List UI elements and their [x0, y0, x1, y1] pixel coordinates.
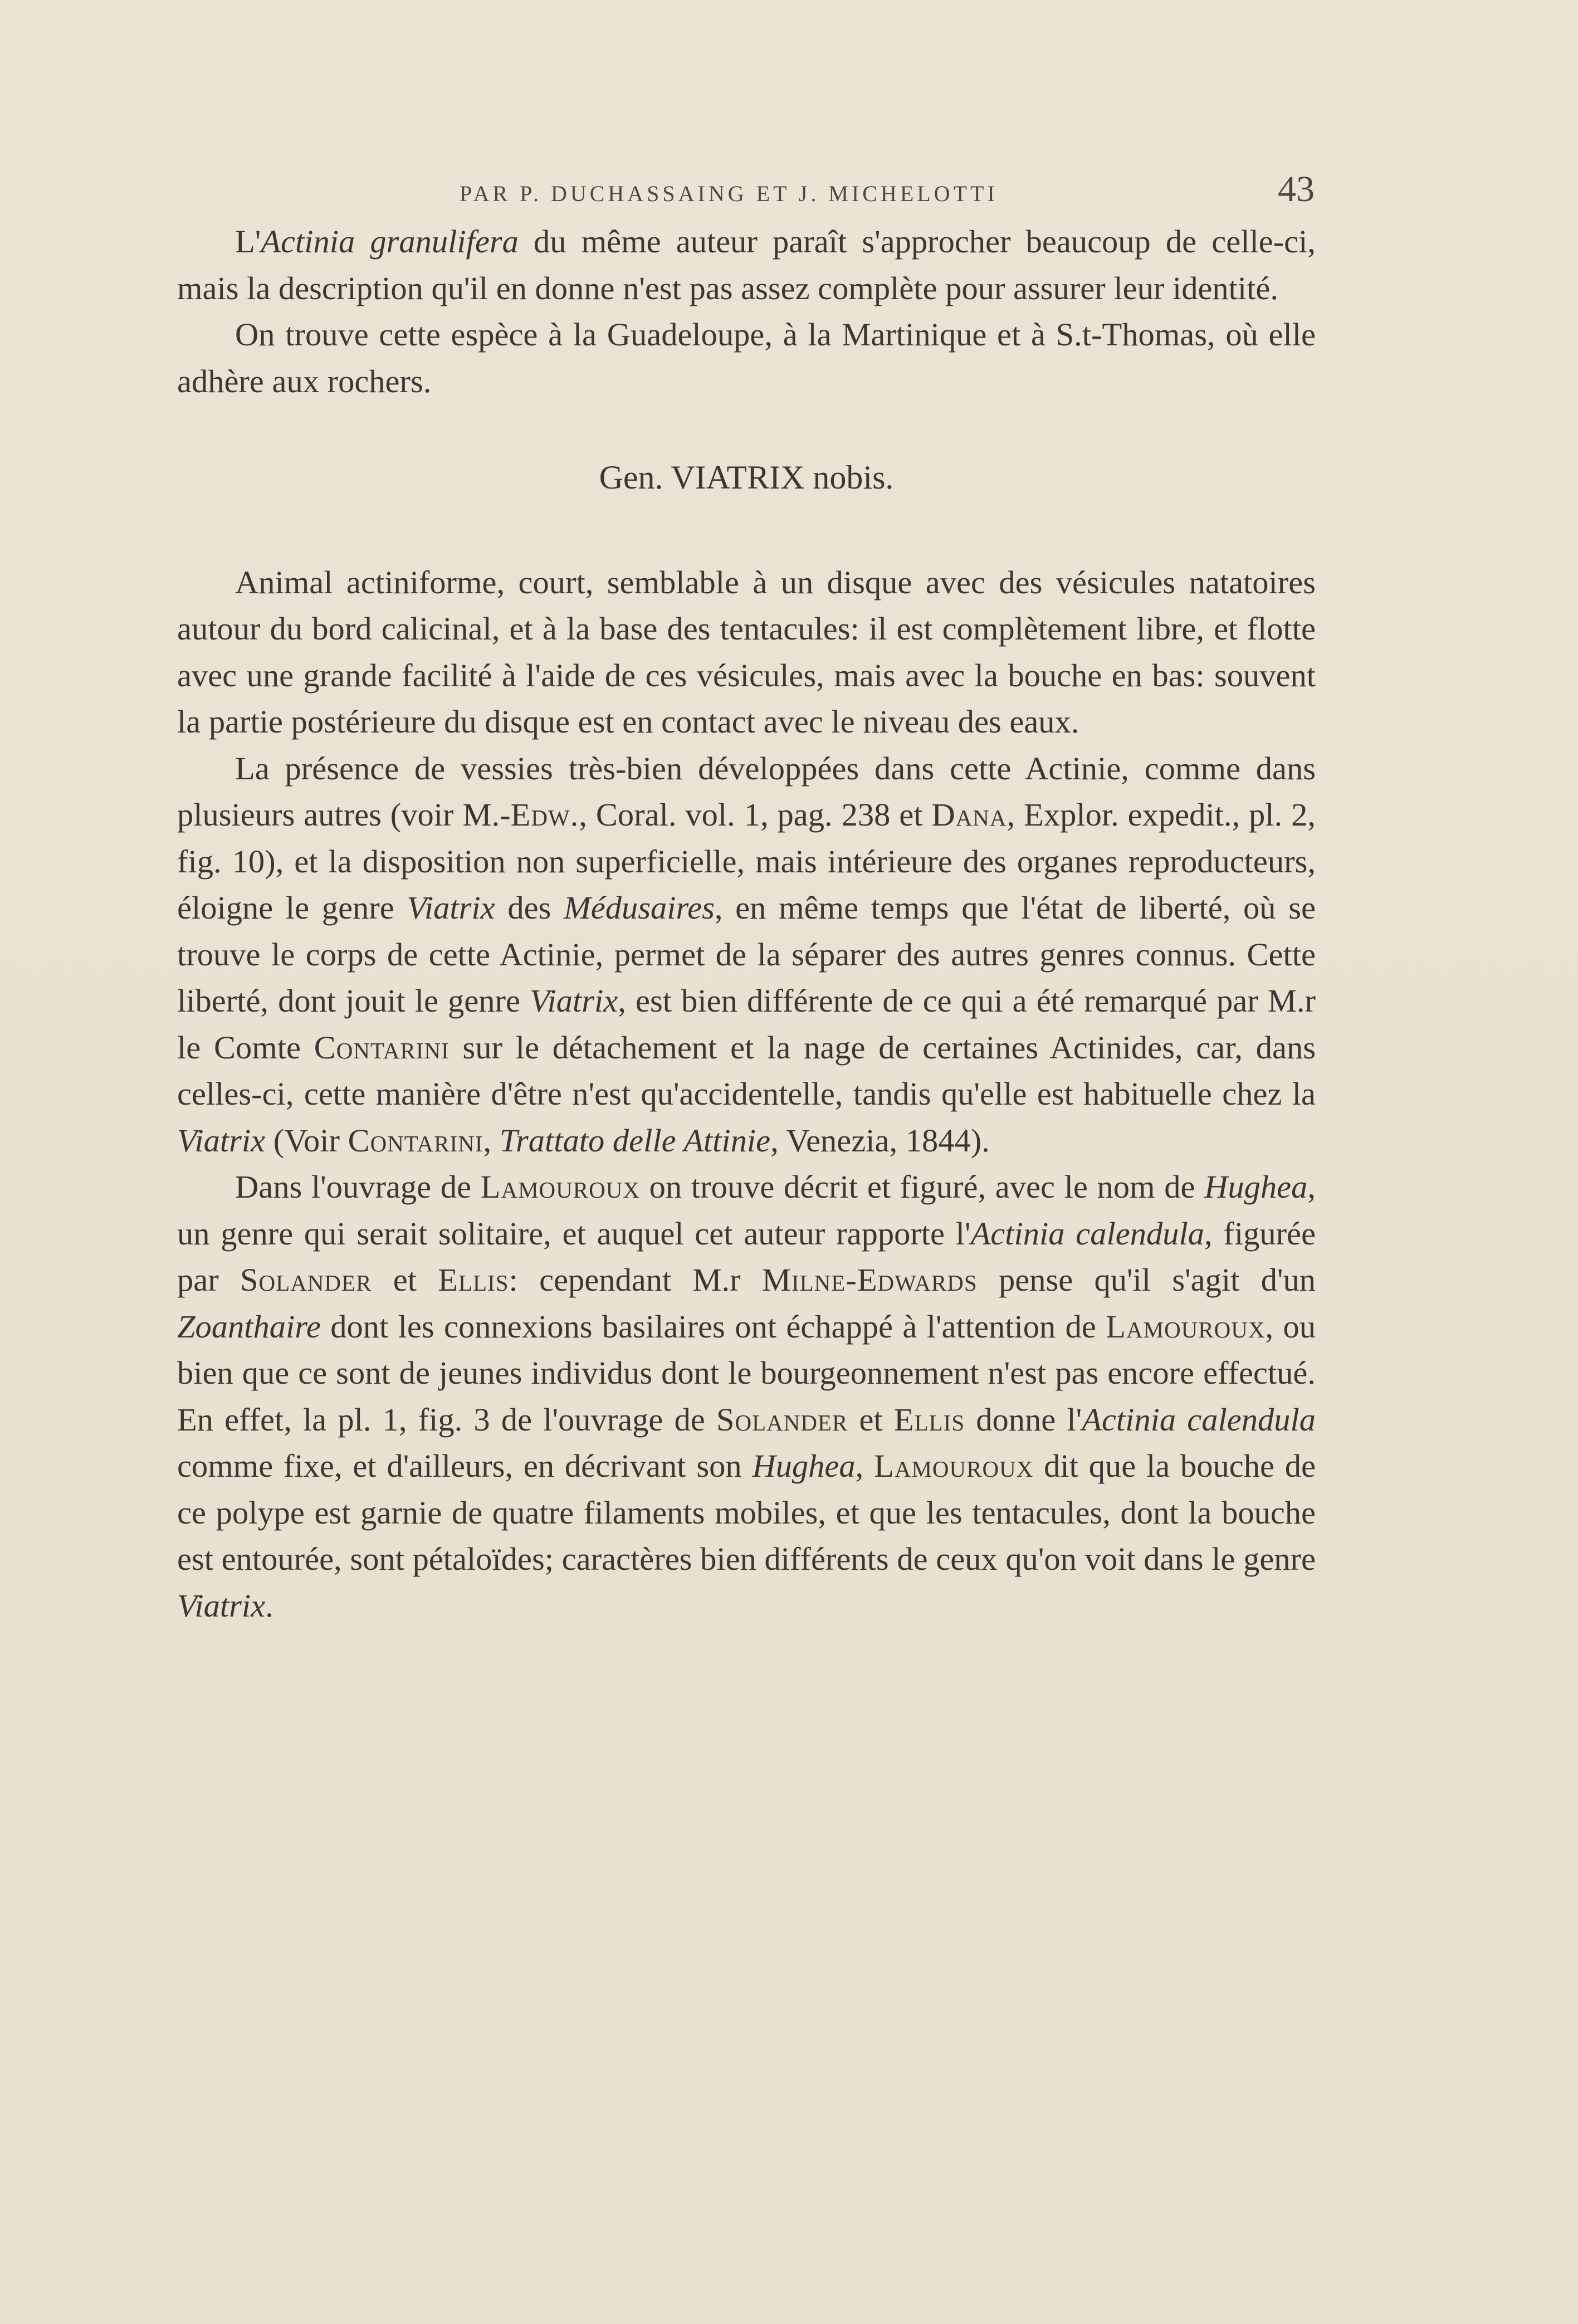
author-name: Ellis: [438, 1262, 509, 1298]
text-run: pense qu'il s'agit d'un: [977, 1262, 1316, 1298]
species-name: Actinia calendula: [1082, 1401, 1316, 1438]
text-run: on trouve décrit et figuré, avec le nom de: [639, 1169, 1205, 1205]
text-run: dont les connexions basilaires ont échappé à l'attention de: [320, 1308, 1106, 1345]
text-run: donne l': [965, 1401, 1082, 1438]
author-name: Ellis: [893, 1401, 965, 1438]
author-name: Solander: [716, 1401, 848, 1438]
genus-name: Hughea: [1204, 1169, 1308, 1205]
text-run: Dans l'ouvrage de: [235, 1169, 481, 1205]
genus-name: Viatrix: [177, 1122, 266, 1159]
text-run: .: [265, 1587, 273, 1624]
genus-name: Viatrix: [177, 1587, 266, 1624]
genus-name: Viatrix: [407, 890, 495, 926]
text-run: : cependant M.r: [509, 1262, 762, 1298]
text-run: L': [235, 223, 261, 260]
genus-name: Viatrix: [530, 983, 618, 1019]
paragraph-locality: [177, 311, 1316, 404]
author-name: Milne-Edwards: [761, 1262, 978, 1298]
author-name: Lamouroux: [1106, 1308, 1266, 1345]
text-run: dit que la bouche de ce polype est garnie de quatre filaments mobiles, et que les tentacules, dont la bouche est entourée, sont pétaloïdes; caractères bien différents de ceux qu'on voit dans le genre: [177, 1448, 1316, 1577]
taxon-name: Médusaires: [564, 890, 715, 926]
text-run: et: [848, 1401, 894, 1438]
author-name: Edw.: [510, 797, 579, 833]
species-name: Actinia calendula: [970, 1215, 1204, 1252]
genus-heading: Gen. VIATRIX nobis.: [599, 459, 894, 496]
genus-name: Hughea: [752, 1448, 856, 1484]
author-name: Lamouroux: [480, 1169, 640, 1205]
text-run: , Explor. expedit., pl. 2, fig. 10), et la disposition non superficielle, mais intérieure des organes reproducteurs, éloigne le genre: [177, 797, 1316, 926]
text-run: ,: [855, 1448, 875, 1484]
text-run: comme fixe, et d'ailleurs, en décrivant son: [177, 1448, 753, 1484]
text-run: , est bien différente de ce qui a été remarqué par M.r le Comte: [177, 983, 1316, 1066]
author-name: Contarini: [314, 1029, 450, 1066]
text-run: sur le détachement et la nage de certaines Actinides, car, dans celles-ci, cette manière d'être n'est qu'accidentelle, tandis qu'elle est habituelle chez la: [177, 1029, 1316, 1112]
text-run: La présence de vessies très-bien développées dans cette Actinie, comme dans plusieurs autres (voir M.-: [177, 750, 1316, 833]
text-run: , figurée par: [177, 1215, 1316, 1298]
body-text: [177, 218, 1316, 1629]
text-run: des: [495, 890, 564, 926]
text-run: (Voir: [265, 1122, 348, 1159]
paragraph-granulifera: [177, 218, 1316, 311]
text-run: du même auteur paraît s'approcher beaucoup de celle-ci, mais la description qu'il en donne n'est pas assez complète pour assurer leur identité.: [177, 223, 1316, 306]
species-name: Actinia granulifera: [261, 223, 519, 260]
text-run: , ou bien que ce sont de jeunes individus dont le bourgeonnement n'est pas encore effectué. En effet, la pl. 1, fig. 3 de l'ouvrage de: [177, 1308, 1316, 1438]
text-run: ,: [483, 1122, 500, 1159]
paragraph-hughea: [177, 1164, 1316, 1629]
page-number: 43: [1278, 169, 1315, 209]
paragraph-vessies: [177, 745, 1316, 1164]
text-run: , Coral. vol. 1, pag. 238 et: [579, 797, 932, 833]
page-header: [178, 168, 1315, 213]
author-name: Dana: [931, 797, 1007, 833]
text-run: et: [372, 1262, 438, 1298]
author-name: Solander: [240, 1262, 372, 1298]
author-name: Contarini: [348, 1122, 483, 1159]
taxon-name: Zoanthaire: [177, 1308, 321, 1345]
text-run: , en même temps que l'état de liberté, où se trouve le corps de cette Actinie, permet de la séparer des autres genres connus. Cette liberté, dont jouit le genre: [177, 890, 1316, 1019]
text-run: Animal actiniforme, court, semblable à un disque avec des vésicules natatoires autour du bord calicinal, et à la base des tentacules: il est complètement libre, et flotte avec une grande facilité à l'aide de ces vésicules, mais avec la bouche en bas: souvent la partie postérieure du disque est en contact avec le niveau des eaux.: [177, 564, 1316, 740]
text-run: , un genre qui serait solitaire, et auquel cet auteur rapporte l': [177, 1169, 1316, 1252]
paragraph-description: [177, 559, 1316, 745]
author-name: Lamouroux: [874, 1448, 1034, 1484]
text-run: , Venezia, 1844).: [770, 1122, 990, 1159]
book-title: Trattato delle Attinie: [499, 1122, 771, 1159]
running-title: PAR P. DUCHASSAING ET J. MICHELOTTI: [460, 181, 998, 206]
text-run: On trouve cette espèce à la Guadeloupe, à la Martinique et à S.t-Thomas, où elle adhère aux rochers.: [177, 316, 1316, 399]
